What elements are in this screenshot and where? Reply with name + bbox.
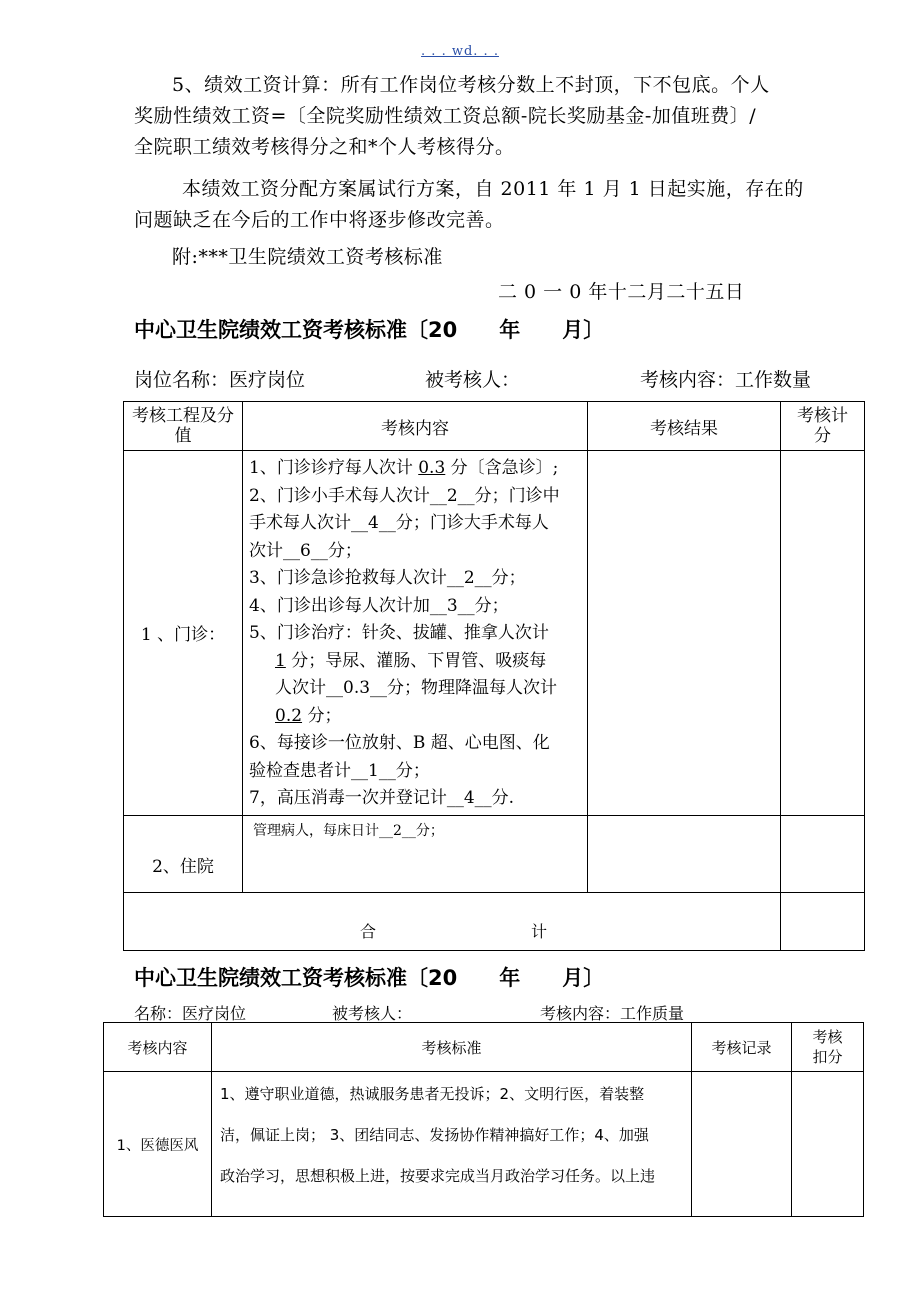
content-line: 人次计__0.3__分；物理降温每人次计: [275, 678, 558, 698]
plan-line1: 本绩效工资分配方案属试行方案，自 2011 年 1 月 1 日起实施，存在的: [182, 178, 804, 200]
header-item: 考核工程及分值: [124, 402, 243, 451]
total-score: [781, 892, 865, 950]
row-ethics-record: [692, 1072, 792, 1217]
header-result: 考核结果: [588, 402, 781, 451]
header-score: 考核计分: [781, 402, 865, 451]
paragraph-5-line3: 全院职工绩效考核得分之和*个人考核得分。: [134, 136, 515, 158]
content-line: 次计__6__分；: [249, 540, 362, 561]
row-ethics-item: 1、医德医风: [104, 1072, 212, 1217]
section1-title: 中心卫生院绩效工资考核标准〔20 年 月〕: [134, 318, 605, 342]
standard-line: 1、遵守职业道德，热诚服务患者无投诉；2、文明行医，着装整: [220, 1085, 645, 1103]
row-inpatient-item: 2、住院: [124, 815, 243, 892]
section2-title: 中心卫生院绩效工资考核标准〔20 年 月〕: [134, 966, 605, 990]
assessee-label: 被考核人：: [425, 369, 521, 391]
standard-line: 洁，佩证上岗； 3、团结同志、发扬协作精神搞好工作；4、加强: [220, 1126, 649, 1144]
content-line: 1 分；导尿、灌肠、下胃管、吸痰每: [275, 650, 547, 671]
row-inpatient-content: 管理病人，每床日计__2__分；: [243, 815, 588, 892]
paragraph-5-line1: 5、绩效工资计算：所有工作岗位考核分数上不封顶，下不包底。个人: [172, 74, 770, 96]
row-inpatient-result: [588, 815, 781, 892]
header-mark: . . . wd. . .: [421, 44, 499, 59]
content-line: 2、门诊小手术每人次计__2__分；门诊中: [249, 485, 560, 506]
assessee-label-2: 被考核人：: [332, 1004, 413, 1023]
table-row: [104, 1072, 864, 1217]
paragraph-5-line2: 奖励性绩效工资=〔全院奖励性绩效工资总额-院长奖励基金-加值班费〕/: [134, 105, 757, 127]
post-name-label: 岗位名称：医疗岗位: [134, 369, 306, 391]
row-inpatient-score: [781, 815, 865, 892]
row-outpatient-content: [243, 451, 588, 816]
quantity-table: [123, 401, 865, 951]
document-date: 二 0 一 0 年十二月二十五日: [498, 281, 745, 303]
header-deduct: 考核扣分: [792, 1023, 864, 1072]
name-label: 名称：医疗岗位: [134, 1004, 247, 1023]
assessment-content-label-2: 考核内容：工作质量: [540, 1004, 685, 1023]
total-label: 合 计: [124, 892, 781, 950]
content-line: 7，高压消毒一次并登记计__4__分.: [249, 788, 515, 808]
content-line: 1、门诊诊疗每人次计 0.3 分〔含急诊〕;: [249, 458, 559, 478]
content-line: 3、门诊急诊抢救每人次计__2__分；: [249, 568, 526, 588]
content-line: 手术每人次计__4__分；门诊大手术每人: [249, 513, 549, 533]
header-content-2: 考核内容: [104, 1023, 212, 1072]
content-line: 验检查患者计__1__分；: [249, 760, 430, 781]
table-header-row: [104, 1023, 864, 1072]
table-row: [124, 815, 865, 892]
header-record: 考核记录: [692, 1023, 792, 1072]
table-row: [124, 451, 865, 816]
row-ethics-standard: [212, 1072, 692, 1217]
attachment-note: 附:***卫生院绩效工资考核标准: [172, 246, 443, 268]
row-outpatient-item: 1 、门诊：: [124, 451, 243, 816]
content-line: 5、门诊治疗：针灸、拔罐、推拿人次计: [249, 623, 549, 643]
table-header-row: [124, 402, 865, 451]
header-content: 考核内容: [243, 402, 588, 451]
row-outpatient-score: [781, 451, 865, 816]
content-line: 6、每接诊一位放射、B 超、心电图、化: [249, 733, 550, 753]
quality-table: [103, 1022, 864, 1217]
row-ethics-deduct: [792, 1072, 864, 1217]
header-standard: 考核标准: [212, 1023, 692, 1072]
assessment-content-label: 考核内容：工作数量: [640, 369, 812, 391]
content-line: 0.2 分；: [275, 705, 342, 726]
standard-line: 政治学习，思想积极上进，按要求完成当月政治学习任务。以上违: [220, 1167, 656, 1185]
plan-line2: 问题缺乏在今后的工作中将逐步修改完善。: [134, 209, 505, 231]
row-outpatient-result: [588, 451, 781, 816]
table-total-row: [124, 892, 865, 950]
content-line: 4、门诊出诊每人次计加__3__分；: [249, 595, 509, 616]
